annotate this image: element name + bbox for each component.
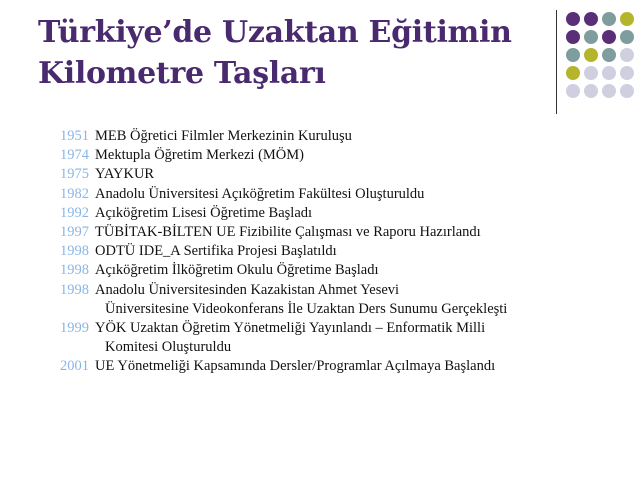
milestone-item bbox=[60, 185, 630, 204]
decorative-dot bbox=[620, 12, 634, 26]
milestone-list bbox=[60, 127, 630, 377]
milestone-item bbox=[60, 319, 630, 338]
decorative-dot bbox=[602, 30, 616, 44]
decorative-dot bbox=[620, 48, 634, 62]
decorative-dot bbox=[566, 12, 580, 26]
milestone-text: Açıköğretim Lisesi Öğretime Başladı bbox=[95, 204, 313, 221]
title-line-1: Türkiye’de Uzaktan Eğitimin bbox=[38, 15, 512, 50]
divider-line bbox=[556, 10, 557, 114]
decorative-dot bbox=[602, 66, 616, 80]
decorative-dot bbox=[620, 84, 634, 98]
decorative-dot bbox=[620, 66, 634, 80]
milestone-text: TÜBİTAK-BİLTEN UE Fizibilite Çalışması ve Raporu Hazırlandı bbox=[95, 224, 481, 241]
milestone-year: 1982 bbox=[60, 185, 89, 202]
decorative-dot bbox=[566, 84, 580, 98]
milestone-text: YAYKUR bbox=[95, 166, 155, 183]
milestone-text: YÖK Uzaktan Öğretim Yönetmeliği Yayınlandı – Enformatik Milli bbox=[95, 320, 486, 337]
milestone-item bbox=[60, 165, 630, 184]
milestone-item bbox=[60, 242, 630, 261]
decorative-dot bbox=[602, 12, 616, 26]
milestone-text: UE Yönetmeliği Kapsamında Dersler/Programlar Açılmaya Başlandı bbox=[95, 358, 496, 375]
decorative-dot bbox=[584, 30, 598, 44]
decorative-dot bbox=[620, 30, 634, 44]
decorative-dot bbox=[584, 66, 598, 80]
decorative-dot bbox=[566, 30, 580, 44]
milestone-item-continued bbox=[60, 300, 630, 319]
milestone-year: 1974 bbox=[60, 147, 89, 164]
milestone-text: Anadolu Üniversitesi Açıköğretim Fakültesi Oluşturuldu bbox=[95, 185, 425, 202]
decorative-dot bbox=[602, 48, 616, 62]
decorative-dot bbox=[584, 12, 598, 26]
decorative-dot-grid bbox=[566, 12, 634, 98]
milestone-text: Komitesi Oluşturuldu bbox=[105, 339, 232, 356]
milestone-item bbox=[60, 204, 630, 223]
milestone-year: 1951 bbox=[60, 128, 89, 144]
decorative-dot bbox=[584, 84, 598, 98]
milestone-year: 1998 bbox=[60, 262, 89, 279]
slide-title bbox=[38, 12, 548, 94]
decorative-dot bbox=[584, 48, 598, 62]
decorative-dot bbox=[566, 48, 580, 62]
milestone-item bbox=[60, 223, 630, 242]
milestone-year: 1999 bbox=[60, 320, 89, 337]
milestone-year: 1975 bbox=[60, 166, 89, 183]
milestone-text: Üniversitesine Videokonferans İle Uzaktan Ders Sunumu Gerçekleşti bbox=[105, 300, 508, 317]
milestone-item bbox=[60, 261, 630, 280]
milestone-year: 1997 bbox=[60, 224, 89, 241]
milestone-item bbox=[60, 146, 630, 165]
milestone-text: ODTÜ IDE_A Sertifika Projesi Başlatıldı bbox=[95, 243, 337, 260]
milestone-text: Anadolu Üniversitesinden Kazakistan Ahmet Yesevi bbox=[95, 281, 400, 298]
milestone-year: 1998 bbox=[60, 281, 89, 298]
milestone-text: Mektupla Öğretim Merkezi (MÖM) bbox=[95, 147, 304, 164]
milestone-item bbox=[60, 357, 630, 376]
milestone-item bbox=[60, 127, 630, 146]
milestone-item-continued bbox=[60, 338, 630, 357]
milestone-year: 1992 bbox=[60, 204, 89, 221]
milestone-text: Açıköğretim İlköğretim Okulu Öğretime Başladı bbox=[95, 262, 379, 279]
milestone-item bbox=[60, 281, 630, 300]
milestone-text: MEB Öğretici Filmler Merkezinin Kuruluşu bbox=[95, 128, 352, 144]
decorative-dot bbox=[566, 66, 580, 80]
title-line-2: Kilometre Taşları bbox=[38, 56, 326, 91]
milestone-year: 1998 bbox=[60, 243, 89, 260]
decorative-dot bbox=[602, 84, 616, 98]
milestone-year: 2001 bbox=[60, 358, 89, 375]
